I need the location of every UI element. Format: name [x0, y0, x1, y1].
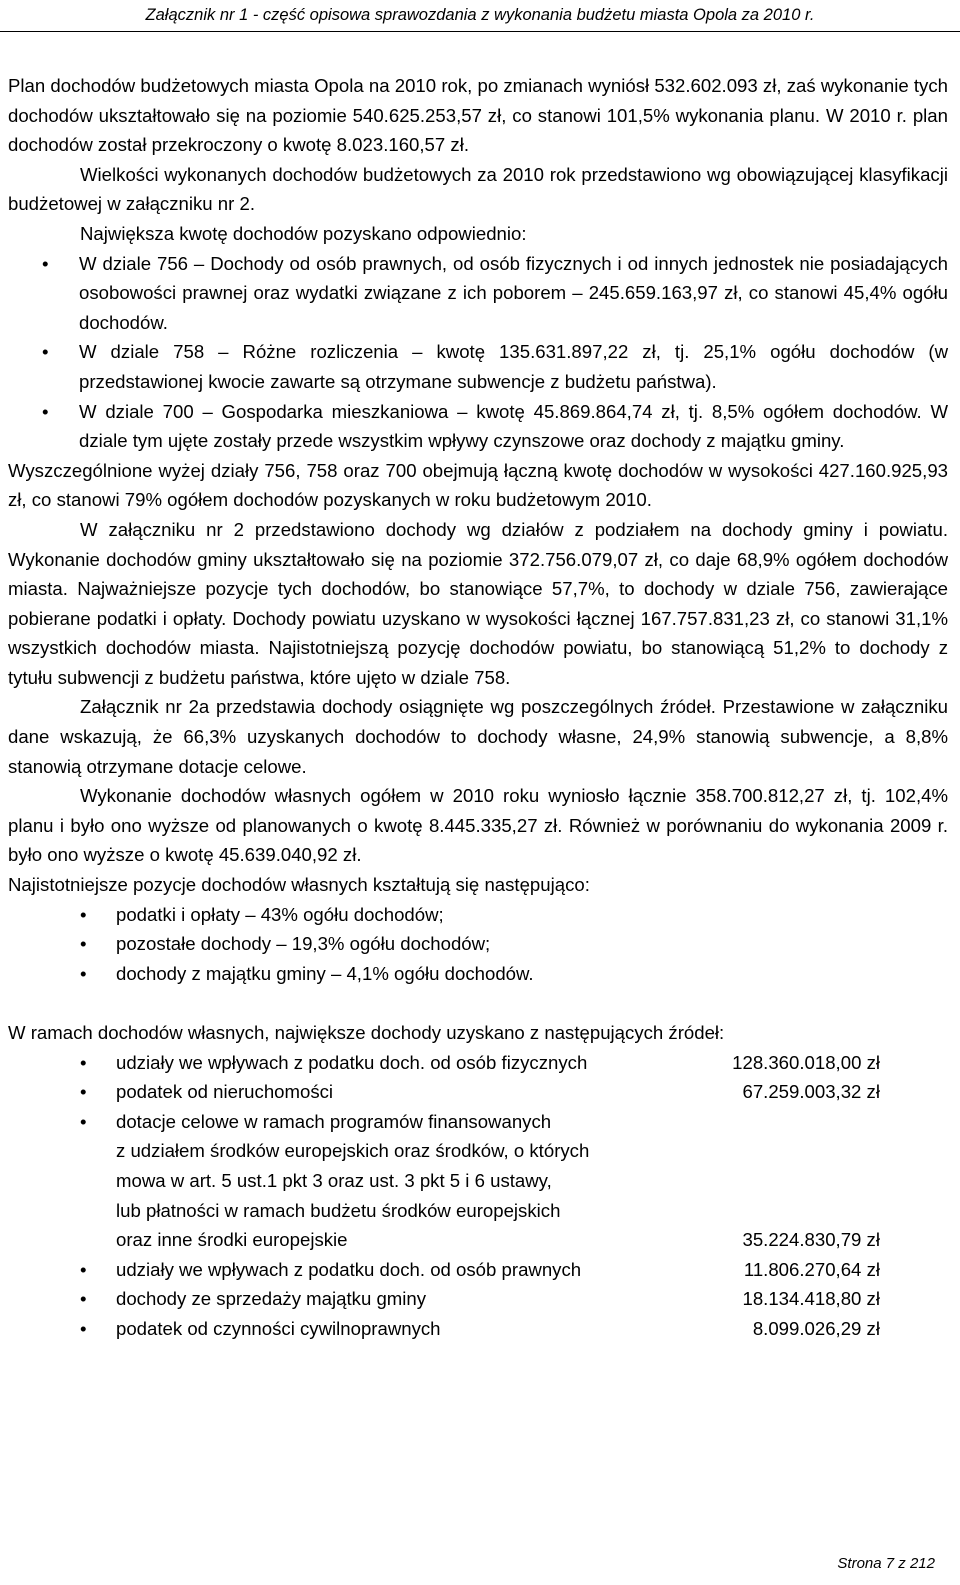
page-number: Strona 7 z 212	[837, 1555, 935, 1572]
item-label	[116, 1107, 712, 1255]
list-item	[8, 1077, 948, 1107]
largest-sources-list	[8, 249, 948, 456]
item-amount: 11.806.270,64 zł	[743, 1258, 880, 1280]
list-item: • dochody z majątku gminy – 4,1% ogółu dochodów.	[8, 959, 948, 989]
list-item	[8, 1048, 948, 1078]
list-item	[8, 1284, 948, 1314]
paragraph-sections-total: Wyszczególnione wyżej działy 756, 758 oraz 700 obejmują łączną kwotę dochodów w wysokości 427.160.925,93 zł, co stanowi 79% ogółem dochodów pozyskanych w roku budżetowym 2010.	[8, 459, 948, 511]
item-label: • udziały we wpływach z podatku doch. od osób fizycznych	[116, 1051, 588, 1073]
header-rule	[0, 31, 960, 32]
list-item: • podatki i opłaty – 43% ogółu dochodów;	[8, 900, 948, 930]
list-item: • W dziale 758 – Różne rozliczenia – kwotę 135.631.897,22 zł, tj. 25,1% ogółu dochodów (w przedstawionej kwocie zawarte są otrzymane subwencje z budżetu państwa).	[8, 337, 948, 396]
item-label: • podatek od nieruchomości	[116, 1081, 334, 1103]
item-label-line: lub płatności w ramach budżetu środków europejskich	[116, 1199, 561, 1221]
paragraph-sources: Załącznik nr 2a przedstawia dochody osiągnięte wg poszczególnych źródeł. Przestawione w załączniku dane wskazują, że 66,3% uzyskanych dochodów to dochody własne, 24,9% stanowią subwencje, a 8,8% stanowią otrzymane dotacje celowe.	[8, 696, 948, 777]
list-item	[8, 1255, 948, 1285]
running-header: Załącznik nr 1 - część opisowa sprawozdania z wykonania budżetu miasta Opola za 2010 r.	[145, 6, 815, 24]
item-amount: 67.259.003,32 zł	[742, 1081, 880, 1103]
item-label-line: z udziałem środków europejskich oraz środków, o których	[116, 1140, 590, 1162]
item-label: • dochody ze sprzedaży majątku gminy	[116, 1288, 427, 1310]
paragraph-plan: Plan dochodów budżetowych miasta Opola na 2010 rok, po zmianach wyniósł 532.602.093 zł, zaś wykonanie tych dochodów ukształtowało się na poziomie 540.625.253,57 zł, co stanowi 101,5% wykonania planu. W 2010 r. plan dochodów został przekroczony o kwotę 8.023.160,57 zł.	[8, 75, 948, 156]
paragraph-largest-intro: Największa kwotę dochodów pozyskano odpowiednio:	[80, 222, 527, 244]
list-item	[8, 1107, 948, 1255]
paragraph-own-intro: Najistotniejsze pozycje dochodów własnych kształtują się następująco:	[8, 874, 590, 896]
item-label-line: oraz inne środki europejskie	[116, 1229, 348, 1251]
item-amount: 128.360.018,00 zł	[732, 1051, 880, 1073]
paragraph-own-income: Wykonanie dochodów własnych ogółem w 2010 roku wyniosło łącznie 358.700.812,27 zł, tj. 102,4% planu i było ono wyższe od planowanych o kwotę 8.445.335,27 zł. Również w porównaniu do wykonania 2009 r. było ono wyższe o kwotę 45.639.040,92 zł.	[8, 785, 948, 866]
paragraph-own-sources-intro: W ramach dochodów własnych, największe dochody uzyskano z następujących źródeł:	[8, 1022, 725, 1043]
item-label: • udziały we wpływach z podatku doch. od osób prawnych	[116, 1258, 582, 1280]
list-item: • pozostałe dochody – 19,3% ogółu dochodów;	[8, 929, 948, 959]
document-body	[8, 71, 948, 1344]
own-sources-list	[8, 1048, 948, 1344]
spacer	[8, 988, 948, 1018]
item-amount: 35.224.830,79 zł	[742, 1229, 880, 1251]
item-label-line: mowa w art. 5 ust.1 pkt 3 oraz ust. 3 pkt 5 i 6 ustawy,	[116, 1169, 552, 1191]
paragraph-classification: Wielkości wykonanych dochodów budżetowych za 2010 rok przedstawiono wg obowiązującej klasyfikacji budżetowej w załączniku nr 2.	[8, 163, 948, 215]
list-item: • W dziale 700 – Gospodarka mieszkaniowa – kwotę 45.869.864,74 zł, tj. 8,5% ogółem dochodów. W dziale tym ujęte zostały przede wszystkim wpływy czynszowe oraz dochody z majątku gminy.	[8, 397, 948, 456]
paragraph-gmina-powiat: W załączniku nr 2 przedstawiono dochody wg działów z podziałem na dochody gminy i powiatu. Wykonanie dochodów gminy ukształtowało się na poziomie 372.756.079,07 zł, co daje 68,9% ogółem dochodów miasta. Najważniejsze pozycje tych dochodów, bo stanowiące 57,7%, to dochody w dziale 756, zawierające pobierane podatki i opłaty. Dochody powiatu uzyskano w wysokości łącznej 167.757.831,23 zł, co stanowi 31,1% wszystkich dochodów miasta. Najistotniejszą pozycję dochodów powiatu, bo stanowiącą 51,2% to dochody z tytułu subwencji z budżetu państwa, które ujęto w dziale 758.	[8, 518, 948, 688]
item-label-line: • dotacje celowe w ramach programów finansowanych	[116, 1110, 552, 1132]
item-label: • podatek od czynności cywilnoprawnych	[116, 1317, 441, 1339]
list-item	[8, 1314, 948, 1344]
item-amount: 18.134.418,80 zł	[742, 1288, 880, 1310]
item-amount: 8.099.026,29 zł	[752, 1317, 880, 1339]
list-item: • W dziale 756 – Dochody od osób prawnych, od osób fizycznych i od innych jednostek nie posiadających osobowości prawnej oraz wydatki związane z ich poborem – 245.659.163,97 zł, co stanowi 45,4% ogółu dochodów.	[8, 249, 948, 338]
own-income-list	[8, 900, 948, 989]
